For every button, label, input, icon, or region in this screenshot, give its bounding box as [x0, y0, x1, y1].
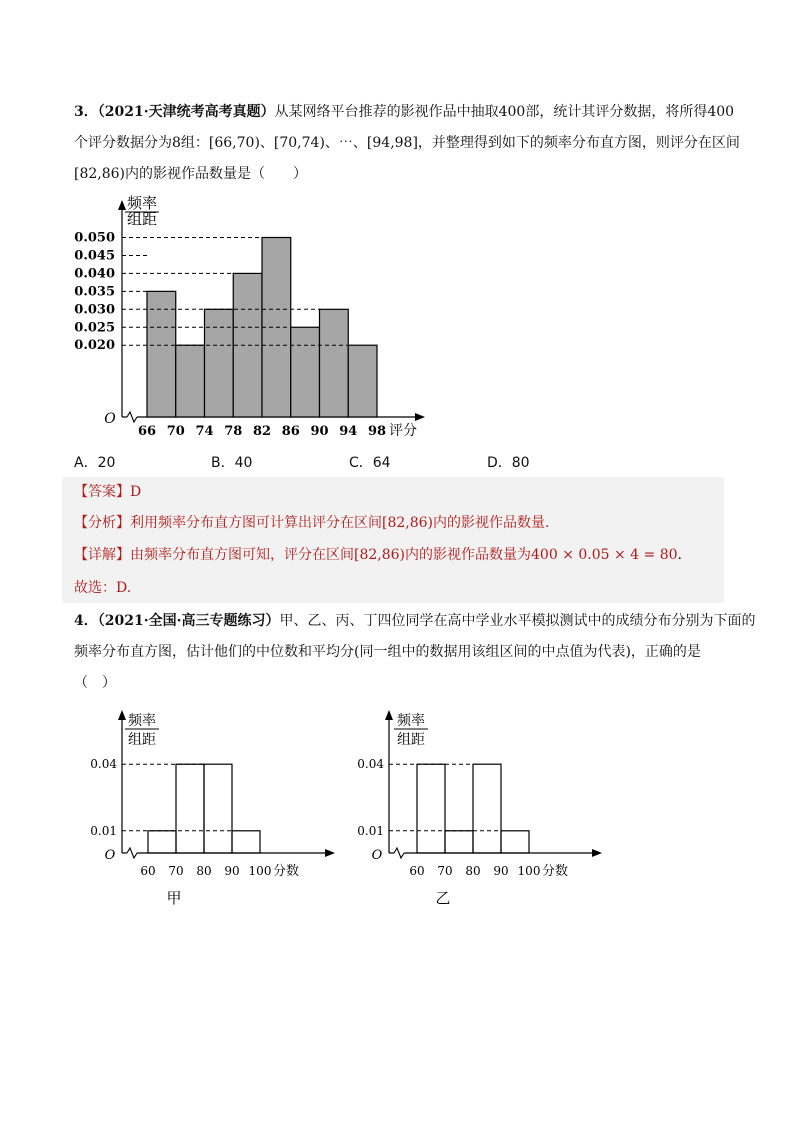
q4-stem-1: 甲、乙、丙、丁四位同学在高中学业水平模拟测试中的成绩分布分别为下面的 [279, 613, 756, 629]
histogram-bar [148, 831, 176, 853]
x-tick-label: 74 [195, 424, 214, 439]
answer-value: D [130, 484, 142, 500]
x-axis-arrow [415, 413, 425, 421]
y-axis-arrow [385, 710, 393, 720]
q4-stem-2: 频率分布直方图，估计他们的中位数和平均分(同一组中的数据用该组区间的中点值为代表)，正确的是 [74, 644, 701, 660]
chart-caption: 乙 [435, 889, 451, 907]
y-label-bottom: 组距 [126, 210, 158, 228]
axis-break-mark [394, 848, 404, 858]
origin-label: O [104, 411, 116, 427]
x-tick-label: 60 [409, 864, 425, 878]
y-tick-label: 0.025 [74, 320, 115, 336]
q3-line-1 [74, 102, 734, 122]
y-tick-label: 0.020 [74, 338, 115, 354]
conclusion: 故选：D. [74, 580, 132, 596]
histogram-bar [445, 831, 473, 853]
option-a: A．20 [74, 455, 116, 471]
x-axis-label: 分数 [272, 864, 300, 879]
x-tick-label: 100 [517, 864, 541, 878]
option-d: D．80 [487, 455, 530, 471]
detail-end: . [677, 547, 682, 563]
histogram-bar [501, 831, 529, 853]
y-tick-label: 0.01 [90, 823, 117, 838]
origin-label: O [371, 848, 383, 863]
x-tick-label: 70 [168, 864, 184, 878]
chart-caption: 甲 [166, 889, 182, 907]
axis-break-mark [127, 848, 137, 858]
y-tick-label: 0.045 [74, 248, 115, 264]
histogram-bar [176, 764, 204, 853]
y-tick-label: 0.04 [357, 757, 384, 772]
q4-line-1 [74, 611, 755, 631]
jia-histogram [90, 700, 335, 910]
histogram-bar [348, 345, 377, 417]
answer-label: 【答案】 [74, 484, 130, 500]
y-axis-arrow [118, 710, 126, 720]
y-label-bottom: 组距 [128, 732, 156, 748]
x-tick-label: 60 [140, 864, 156, 878]
detail-line [74, 545, 682, 565]
histogram-bar [232, 831, 260, 853]
q3-stem-3: [82,86)内的影视作品数量是（ ） [74, 166, 308, 182]
histogram-bar [204, 764, 232, 853]
yi-histogram [352, 700, 602, 910]
y-label-top: 频率 [397, 713, 425, 729]
analysis-text: 利用频率分布直方图可计算出评分在区间[82,86)内的影视作品数量. [130, 515, 550, 531]
y-tick-label: 0.040 [74, 266, 115, 282]
origin-label: O [104, 848, 116, 863]
answer-line [74, 482, 141, 502]
y-label-bottom: 组距 [397, 732, 425, 748]
analysis-label: 【分析】 [74, 515, 130, 531]
y-tick-label: 0.030 [74, 302, 115, 318]
x-tick-label: 70 [437, 864, 453, 878]
y-label-top: 频率 [126, 194, 158, 212]
q3-stem-1: 从某网络平台推荐的影视作品中抽取400部，统计其评分数据，将所得400 [274, 104, 735, 120]
x-tick-label: 98 [367, 424, 387, 439]
q4-stem-3: （ ） [74, 675, 116, 691]
q4-number: 4． [74, 613, 98, 629]
histogram-bar [473, 764, 501, 853]
x-axis-label: 评分 [389, 423, 417, 439]
q3-source: （2021·天津统考高考真题） [97, 104, 275, 120]
y-axis-arrow [118, 200, 126, 210]
y-tick-label: 0.050 [74, 230, 115, 246]
analysis-line [74, 513, 549, 533]
q3-stem-2: 个评分数据分为8组：[66,70)、[70,74)、⋯、[94,98]，并整理得到如下的频率分布直方图，则评分在区间 [74, 135, 740, 151]
y-tick-label: 0.01 [357, 823, 384, 838]
detail-label: 【详解】 [74, 547, 130, 563]
x-tick-label: 86 [281, 424, 300, 439]
y-tick-label: 0.035 [74, 284, 115, 300]
q4-source: （2021·全国·高三专题练习） [97, 613, 280, 629]
x-tick-label: 90 [310, 424, 329, 439]
solution-box [62, 477, 724, 603]
x-axis-arrow [325, 849, 335, 857]
y-label-top: 频率 [128, 713, 156, 729]
histogram-bar [320, 309, 349, 417]
x-tick-label: 80 [196, 864, 212, 878]
q3-number: 3． [74, 104, 98, 120]
histogram-bar [176, 345, 205, 417]
x-tick-label: 70 [166, 424, 185, 439]
x-axis-arrow [592, 849, 602, 857]
histogram-bar [147, 291, 176, 417]
y-tick-label: 0.04 [90, 757, 117, 772]
x-tick-label: 90 [224, 864, 240, 878]
x-tick-label: 82 [252, 424, 272, 439]
x-tick-label: 66 [137, 424, 157, 439]
option-c: C．64 [349, 455, 391, 471]
detail-formula: 400 × 0.05 × 4 = 80 [531, 547, 678, 563]
x-tick-label: 80 [465, 864, 481, 878]
histogram-bar [205, 309, 234, 417]
detail-text: 由频率分布直方图可知，评分在区间[82,86)内的影视作品数量为 [130, 547, 532, 563]
x-tick-label: 90 [493, 864, 509, 878]
axis-break-mark [127, 412, 137, 422]
x-axis-label: 分数 [541, 864, 569, 879]
q3-histogram [60, 190, 440, 450]
option-b: B．40 [211, 455, 253, 471]
x-tick-label: 94 [339, 424, 358, 439]
x-tick-label: 100 [248, 864, 272, 878]
histogram-bar [291, 327, 320, 417]
x-tick-label: 78 [224, 424, 243, 439]
histogram-bar [417, 764, 445, 853]
